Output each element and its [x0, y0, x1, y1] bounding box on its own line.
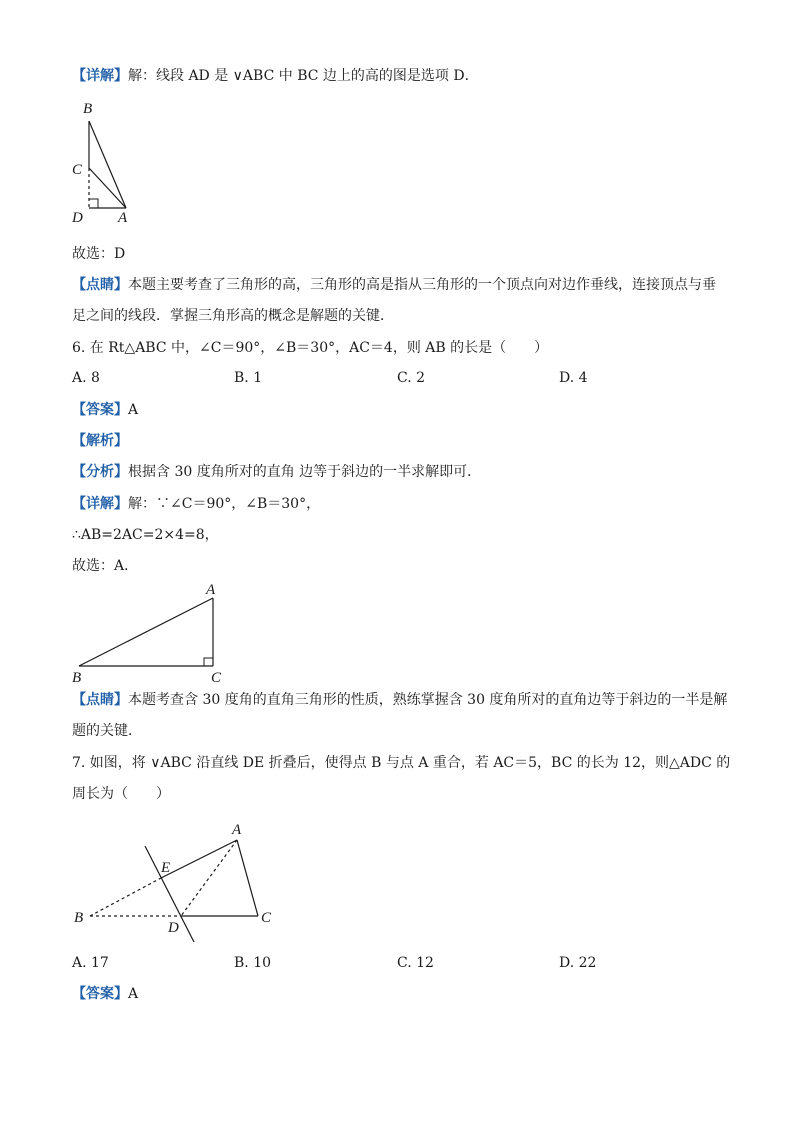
choose-line-1: 故选：D: [72, 246, 126, 262]
side-ca: [89, 168, 126, 208]
figure-fold-triangle: [66, 818, 286, 948]
q6-choose: 故选：A．: [72, 558, 139, 574]
label-d: D: [72, 210, 83, 226]
note-tag: 【点睛】: [72, 277, 128, 293]
label-d: D: [168, 920, 179, 936]
label-a: A: [118, 210, 128, 226]
figure-30-degree-triangle: [68, 580, 238, 686]
q7-stem: 7. 如图，将 ∨ABC 沿直线 DE 折叠后，使得点 B 与点 A 重合，若 AC＝5，BC 的长为 12，则△ADC 的: [72, 755, 731, 771]
figure-height-triangle: [68, 98, 148, 230]
q7-stem-2: 周长为（ ）: [72, 786, 170, 802]
note-text: 本题考查含 30 度角的直角三角形的性质，熟练掌握含 30 度角所对的直角边等于斜边的一半是解: [128, 692, 728, 708]
answer-value: A: [128, 402, 139, 418]
answer-tag: 【答案】: [72, 402, 128, 418]
right-angle-mark: [89, 199, 98, 208]
label-b: B: [72, 670, 82, 686]
q6-note-2: 题的关键．: [72, 723, 142, 739]
q6-stem: 6. 在 Rt△ABC 中，∠C＝90°，∠B＝30°，AC＝4，则 AB 的长是（ ）: [72, 340, 549, 356]
q6-option-b: B. 1: [234, 370, 263, 386]
right-angle-mark: [204, 658, 213, 666]
q7-option-c: C. 12: [397, 955, 434, 971]
side-ac: [237, 840, 258, 916]
label-c: C: [72, 162, 83, 178]
detail-tag: 【详解】: [72, 496, 128, 512]
answer-tag: 【答案】: [72, 986, 128, 1002]
detail-line: [72, 66, 479, 86]
q6-option-a: A. 8: [72, 370, 100, 386]
q6-detail-2: ∴AB=2AC=2×4=8，: [72, 527, 219, 543]
note-line-2: 足之间的线段．掌握三角形高的概念是解题的关键．: [72, 308, 394, 324]
label-c: C: [211, 670, 222, 686]
label-b: B: [74, 910, 84, 926]
q6-answer: [72, 400, 138, 420]
q7-answer: [72, 984, 138, 1004]
label-c: C: [261, 910, 272, 926]
q7-option-d: D. 22: [559, 955, 597, 971]
q6-note: [72, 690, 727, 710]
q7-option-b: B. 10: [234, 955, 272, 971]
q6-option-d: D. 4: [559, 370, 588, 386]
q7-option-a: A. 17: [72, 955, 109, 971]
analysis-tag: 【解析】: [72, 433, 128, 449]
side-ab: [79, 598, 213, 666]
dashed-be: [90, 878, 161, 916]
q6-detail: [72, 494, 320, 514]
label-a: A: [206, 582, 216, 598]
label-b: B: [83, 101, 93, 117]
answer-value: A: [128, 986, 139, 1002]
label-e: E: [161, 860, 171, 876]
note-line-1: [72, 275, 716, 295]
side-ea: [161, 840, 237, 878]
label-a: A: [232, 822, 242, 838]
dashed-ad: [181, 840, 237, 916]
q6-option-c: C. 2: [397, 370, 426, 386]
fenxi-text: 根据含 30 度角所对的直角 边等于斜边的一半求解即可．: [128, 464, 482, 480]
q6-fenxi: [72, 462, 481, 482]
detail-text: 解：∵∠C＝90°，∠B＝30°，: [128, 496, 321, 512]
detail-tag: 【详解】: [72, 68, 128, 84]
note-tag: 【点睛】: [72, 692, 128, 708]
q6-analysis: [72, 431, 128, 451]
fenxi-tag: 【分析】: [72, 464, 128, 480]
side-ba: [89, 121, 126, 208]
note-text: 本题主要考查了三角形的高，三角形的高是指从三角形的一个顶点向对边作垂线，连接顶点与垂: [128, 277, 716, 293]
detail-text: 解：线段 AD 是 ∨ABC 中 BC 边上的高的图是选项 D．: [128, 68, 479, 84]
